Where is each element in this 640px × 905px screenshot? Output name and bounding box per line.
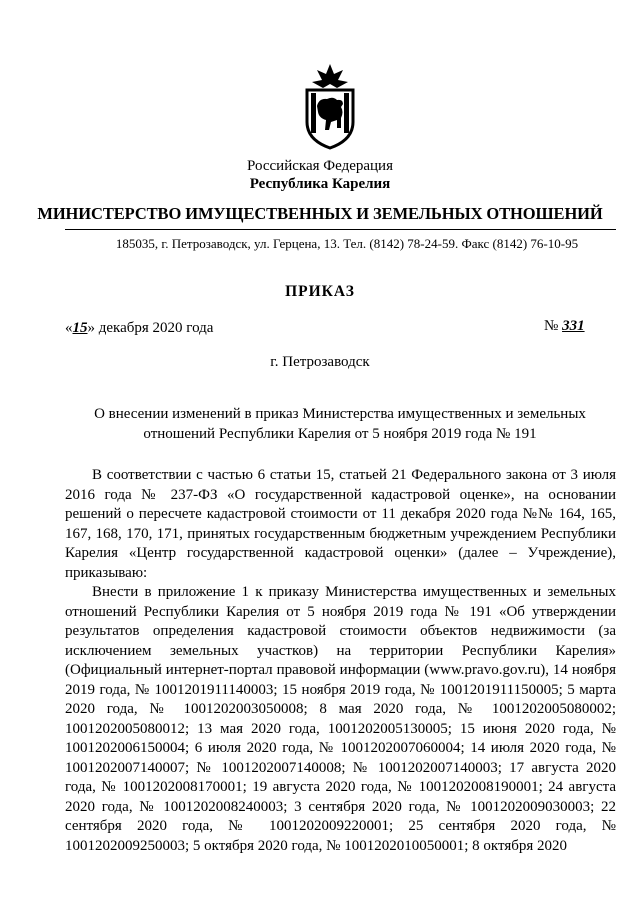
ministry-address: 185035, г. Петрозаводск, ул. Герцена, 13. Тел. (8142) 78-24-59. Факс (8142) 76-10-95 <box>115 236 579 251</box>
ministry-title: МИНИСТЕРСТВО ИМУЩЕСТВЕННЫХ И ЗЕМЕЛЬНЫХ ОТНОШЕНИЙ <box>37 204 603 223</box>
country-name: Российская Федерация <box>247 158 393 174</box>
coat-of-arms-emblem <box>303 62 357 150</box>
city: г. Петрозаводск <box>270 354 370 370</box>
karelia-coat-of-arms-icon <box>303 62 357 150</box>
body-paragraph-1: В соответствии с частью 6 статьи 15, статьей 21 Федерального закона от 3 июля 2016 года № 237-ФЗ «О государственной кадастровой оценке», на основании решений о пересчете кадастровой стоимости от 11 декабря 2020 года №№ 164, 165, 167, 168, 170, 171, принятых государственным бюджетным учреждением Республики Карелия «Центр государственной кадастровой оценки» (далее – Учреждение), приказываю: <box>65 467 616 581</box>
number-label: № <box>544 318 559 334</box>
document-type: ПРИКАЗ <box>285 283 355 300</box>
order-date <box>65 320 213 337</box>
body-paragraph-2: Внести в приложение 1 к приказу Министерства имущественных и земельных отношений Республики Карелия от 5 ноября 2019 года № 191 «Об утверждении результатов определения кадастровой стоимости объектов недвижимости (за исключением земельных участков) на территории Республики Карелия» (Официальный интернет-портал правовой информации (www.pravo.gov.ru), 14 ноября 2019 года, № 1001201911140003; 15 ноября 2019 года, № 1001201911150005; 5 марта 2020 года, № 1001202003050008; 8 мая 2020 года, № 1001202005080002; 1001202005080012; 13 мая 2020 года, 1001202005130005; 15 июня 2020 года, № 1001202006150004; 6 июля 2020 года, № 1001202007060004; 14 июля 2020 года, № 1001202007140007; № 1001202007140008; № 1001202007140003; 17 августа 2020 года, № 1001202008170001; 19 августа 2020 года, № 1001202008190001; 24 августа 2020 года, № 1001202008240003; 3 сентября 2020 года, № 1001202009030003; 22 сентября 2020 года, № 1001202009220001; 25 сентября 2020 года, № 1001202009250003; 5 октября 2020 года, № 1001202010050001; 8 октября 2020 <box>65 584 616 854</box>
number-value: 331 <box>562 318 585 334</box>
order-day: 15 <box>72 320 88 336</box>
order-body <box>65 466 616 856</box>
order-number <box>544 318 585 335</box>
republic-name: Республика Карелия <box>249 176 391 192</box>
date-open-quote: « <box>65 320 73 336</box>
crest-flame <box>312 64 348 88</box>
header-divider <box>65 229 616 230</box>
date-rest: » декабря 2020 года <box>87 320 214 336</box>
order-subject: О внесении изменений в приказ Министерства имущественных и земельных отношений Республики Карелия от 5 ноября 2019 года № 191 <box>94 406 586 442</box>
